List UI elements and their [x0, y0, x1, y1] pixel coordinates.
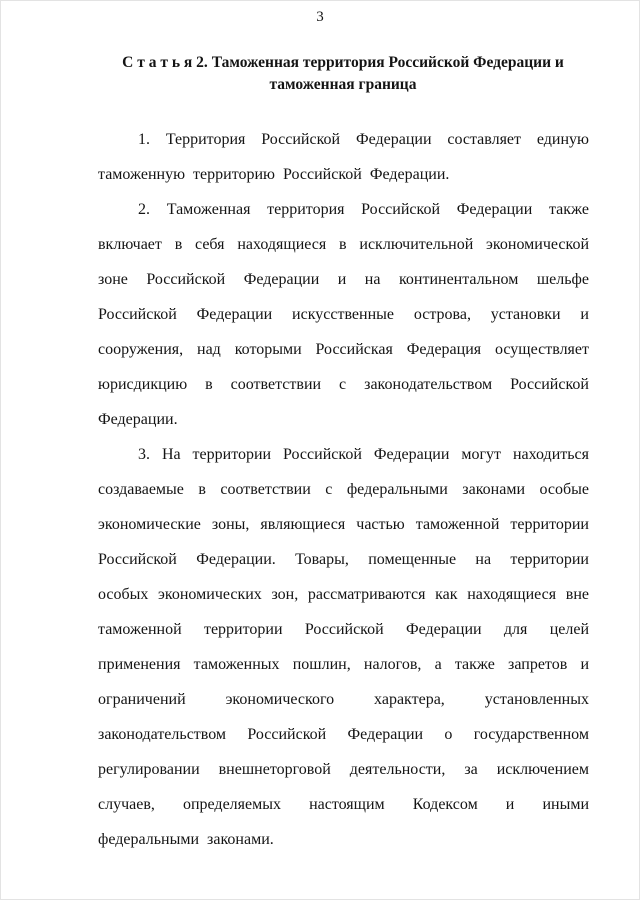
article-body [98, 122, 589, 857]
paragraph-1: 1. Территория Российской Федерации составляет единую таможенную территорию Российской Федерации. [98, 131, 589, 183]
article-heading [113, 52, 573, 96]
article-title: Таможенная территория Российской Федерации и таможенная граница [211, 54, 564, 93]
paragraph-3: 3. На территории Российской Федерации могут находиться создаваемые в соответствии с федеральными законами особые экономические зоны, являющиеся частью таможенной территории Российской Федерации. Товары, помещенные на территории особых экономических зон, рассматриваются как находящиеся вне таможенной территории Российской Федерации для целей применения таможенных пошлин, налогов, а также запретов и ограничений экономического характера, установленных законодательством Российской Федерации о государственном регулировании внешнеторговой деятельности, за исключением случаев, определяемых настоящим Кодексом и иными федеральными законами. [98, 446, 589, 848]
page-number: 3 [316, 9, 324, 25]
paragraph-2: 2. Таможенная территория Российской Федерации также включает в себя находящиеся в исключительной экономической зоне Российской Федерации и на континентальном шельфе Российской Федерации искусственные острова, установки и сооружения, над которыми Российская Федерация осуществляет юрисдикцию в соответствии с законодательством Российской Федерации. [98, 201, 589, 428]
article-label: С т а т ь я 2. [122, 54, 208, 71]
